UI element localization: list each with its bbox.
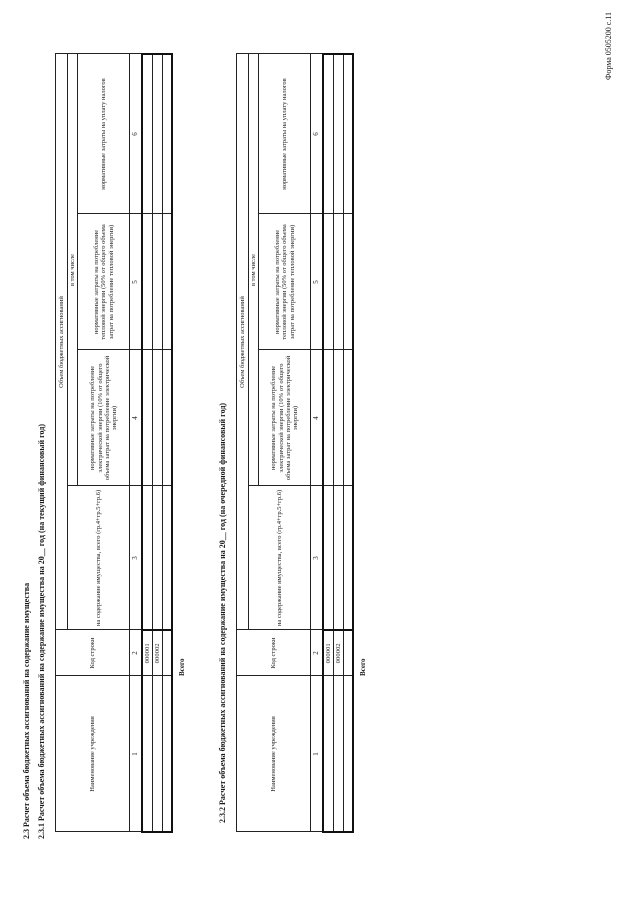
row-code: 000002 (152, 630, 162, 676)
colnum-3: 3 (311, 486, 323, 630)
header-in-that: в том числе (68, 54, 78, 486)
cell-value[interactable] (142, 54, 153, 214)
row-code: 000002 (333, 630, 343, 676)
cell-name[interactable] (163, 676, 172, 832)
cell-value[interactable] (333, 214, 343, 350)
colnum-2: 2 (311, 630, 323, 676)
cell-value[interactable] (152, 350, 162, 486)
cell-value[interactable] (152, 486, 162, 630)
header-group: Объем бюджетных ассигнований (56, 54, 68, 630)
colnum-1: 1 (311, 676, 323, 832)
header-code: Код строки (56, 630, 130, 676)
cell-value[interactable] (163, 214, 172, 350)
table-row (344, 54, 353, 832)
colnum-4: 4 (311, 350, 323, 486)
colnum-3: 3 (130, 486, 142, 630)
cell-value[interactable] (142, 486, 153, 630)
cell-value[interactable] (163, 486, 172, 630)
cell-value[interactable] (163, 350, 172, 486)
table-row (333, 54, 343, 832)
header-thermal: нормативные затраты на потребление тепловой энергии (50% от общего объема затрат на потребление тепловой энергии) (259, 214, 311, 350)
cell-value[interactable] (323, 350, 334, 486)
total-label: Всего (178, 658, 186, 676)
cell-value[interactable] (344, 54, 353, 214)
cell-value[interactable] (323, 214, 334, 350)
header-electric: нормативные затраты на потребление электрической энергии (10% от общего объема затрат на потребление электрической энергии) (259, 350, 311, 486)
header-thermal: нормативные затраты на потребление тепловой энергии (50% от общего объема затрат на потребление тепловой энергии) (78, 214, 130, 350)
colnum-5: 5 (130, 214, 142, 350)
colnum-4: 4 (130, 350, 142, 486)
cell-value[interactable] (333, 350, 343, 486)
row-code: 000001 (323, 630, 334, 676)
table-row (163, 54, 172, 832)
cell-value[interactable] (323, 486, 334, 630)
total-label: Всего (359, 658, 367, 676)
header-name: Наименование учреждения (56, 676, 130, 832)
cell-value[interactable] (163, 54, 172, 214)
cell-code[interactable] (163, 630, 172, 676)
cell-value[interactable] (344, 486, 353, 630)
header-tax: нормативные затраты на уплату налогов (78, 54, 130, 214)
form-code: Форма 0505200 с.11 (604, 11, 613, 80)
header-total: на содержание имущества, всего (гр.4+гр.5+гр.6) (68, 486, 130, 630)
colnum-1: 1 (130, 676, 142, 832)
cell-value[interactable] (323, 54, 334, 214)
section1-title: 2.3.1 Расчет объема бюджетных ассигнований на содержание имущества на 20__ год (на текущий финансовый год) (37, 423, 46, 839)
cell-name[interactable] (323, 676, 334, 832)
header-in-that: в том числе (249, 54, 259, 486)
cell-value[interactable] (344, 214, 353, 350)
header-name: Наименование учреждения (237, 676, 311, 832)
cell-value[interactable] (152, 54, 162, 214)
header-total: на содержание имущества, всего (гр.4+гр.5+гр.6) (249, 486, 311, 630)
table-row (323, 54, 334, 832)
table-section1 (55, 53, 173, 833)
colnum-2: 2 (130, 630, 142, 676)
section2-title: 2.3.2 Расчет объема бюджетных ассигнований на содержание имущества на 20__ год (на очередной финансовый год) (218, 402, 227, 823)
cell-value[interactable] (333, 486, 343, 630)
colnum-6: 6 (130, 54, 142, 214)
colnum-5: 5 (311, 214, 323, 350)
cell-name[interactable] (142, 676, 153, 832)
cell-value[interactable] (333, 54, 343, 214)
cell-value[interactable] (142, 214, 153, 350)
cell-name[interactable] (344, 676, 353, 832)
header-code: Код строки (237, 630, 311, 676)
table-row (152, 54, 162, 832)
cell-name[interactable] (333, 676, 343, 832)
cell-value[interactable] (142, 350, 153, 486)
row-code: 000001 (142, 630, 153, 676)
header-group: Объем бюджетных ассигнований (237, 54, 249, 630)
colnum-6: 6 (311, 54, 323, 214)
header-tax: нормативные затраты на уплату налогов (259, 54, 311, 214)
header-electric: нормативные затраты на потребление электрической энергии (10% от общего объема затрат на потребление электрической энергии) (78, 350, 130, 486)
main-heading: 2.3 Расчет объема бюджетных ассигнований на содержание имущества (22, 582, 31, 839)
table-section2 (236, 53, 354, 833)
cell-value[interactable] (152, 214, 162, 350)
table-row (142, 54, 153, 832)
cell-name[interactable] (152, 676, 162, 832)
cell-code[interactable] (344, 630, 353, 676)
cell-value[interactable] (344, 350, 353, 486)
